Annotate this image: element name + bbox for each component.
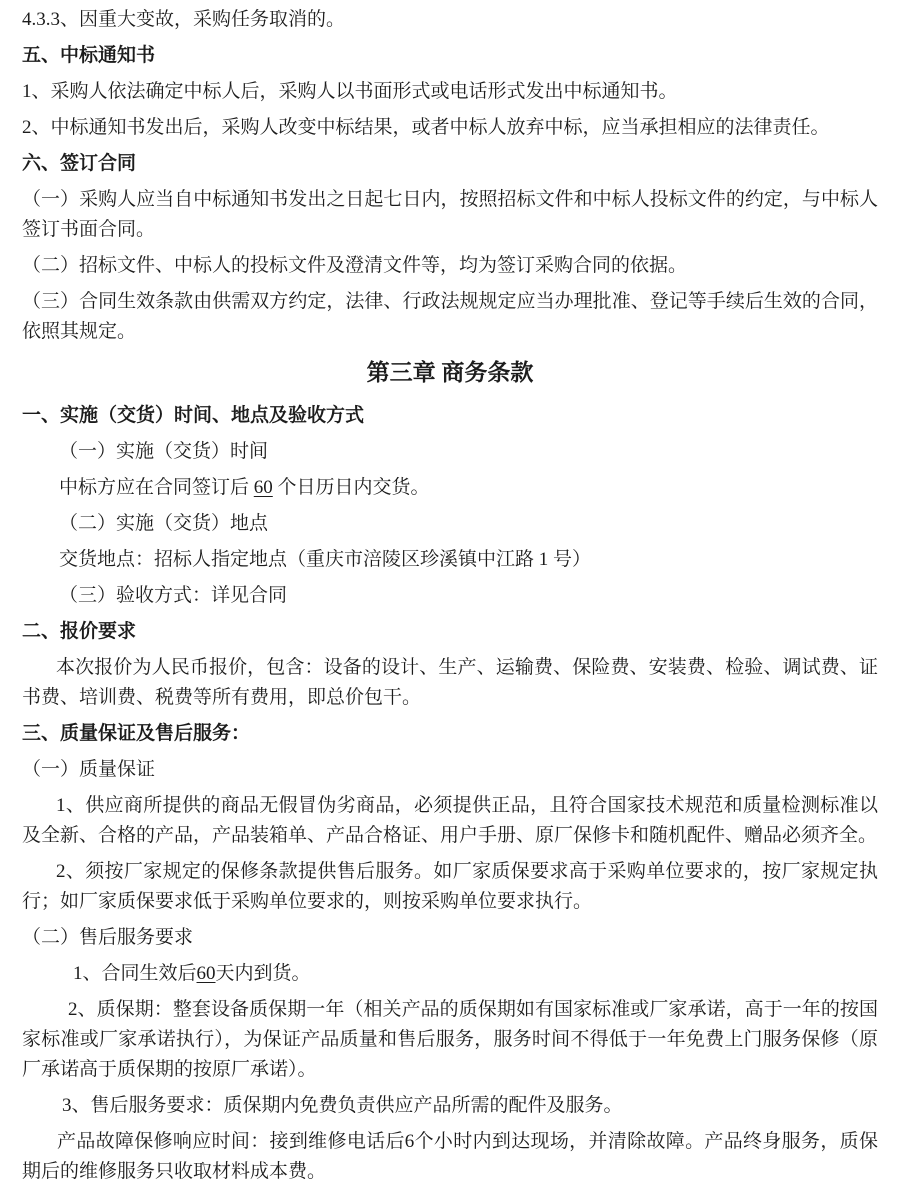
heading-quotation: 二、报价要求 (22, 621, 137, 642)
delivery-time-label: （一）实施（交货）时间 (59, 441, 269, 462)
heading-delivery: 一、实施（交货）时间、地点及验收方式 (22, 405, 365, 426)
aftersale-clause-2: 2、质保期：整套设备质保期一年（相关产品的质保期如有国家标准或厂家承诺，高于一年的按国家标准或厂家承诺执行），为保证产品质量和售后服务，服务时间不得低于一年免费上门服务保修（原厂承诺高于质保期的按原厂承诺）。 (22, 999, 878, 1080)
delivery-place-line: 交货地点：招标人指定地点（重庆市涪陵区珍溪镇中江路 1 号） (59, 549, 592, 570)
delivery-time-post: 个日历日内交货。 (272, 477, 430, 498)
quality-clause-1: 1、供应商所提供的商品无假冒伪劣商品，必须提供正品，且符合国家技术规范和质量检测标准以及全新、合格的产品，产品装箱单、产品合格证、用户手册、原厂保修卡和随机配件、赠品必须齐全。 (22, 795, 878, 846)
heading-win-notice: 五、中标通知书 (22, 45, 156, 66)
aftersale-1-post: 天内到货。 (215, 963, 311, 984)
clause-sign-contract-2: （二）招标文件、中标人的投标文件及澄清文件等，均为签订采购合同的依据。 (22, 255, 688, 276)
chapter-title: 第三章 商务条款 (366, 360, 534, 385)
clause-sign-contract-3: （三）合同生效条款由供需双方约定，法律、行政法规规定应当办理批准、登记等手续后生效的合同，依照其规定。 (22, 291, 878, 342)
quality-clause-2: 2、须按厂家规定的保修条款提供售后服务。如厂家质保要求高于采购单位要求的，按厂家规定执行；如厂家质保要求低于采购单位要求的，则按采购单位要求执行。 (22, 861, 878, 912)
aftersale-clause-3: 3、售后服务要求：质保期内免费负责供应产品所需的配件及服务。 (62, 1095, 623, 1116)
repair-response-clause: 产品故障保修响应时间：接到维修电话后6个小时内到达现场，并清除故障。产品终身服务，质保期后的维修服务只收取材料成本费。 (22, 1131, 878, 1182)
clause-4-3-3: 4.3.3、因重大变故，采购任务取消的。 (22, 9, 346, 30)
clause-win-notice-1: 1、采购人依法确定中标人后，采购人以书面形式或电话形式发出中标通知书。 (22, 81, 678, 102)
clause-sign-contract-1: （一）采购人应当自中标通知书发出之日起七日内，按照招标文件和中标人投标文件的约定，与中标人签订书面合同。 (22, 189, 878, 240)
clause-win-notice-2: 2、中标通知书发出后，采购人改变中标结果，或者中标人放弃中标，应当承担相应的法律责任。 (22, 117, 830, 138)
heading-quality-service: 三、质量保证及售后服务： (22, 723, 251, 744)
acceptance-method-line: （三）验收方式：详见合同 (59, 585, 288, 606)
delivery-time-line (22, 473, 878, 503)
arrival-days-value: 60 (196, 963, 216, 984)
quotation-body: 本次报价为人民币报价，包含：设备的设计、生产、运输费、保险费、安装费、检验、调试费、证书费、培训费、税费等所有费用，即总价包干。 (22, 657, 878, 708)
heading-sign-contract: 六、签订合同 (22, 153, 137, 174)
aftersale-1-pre: 1、合同生效后 (73, 963, 197, 984)
aftersale-requirements-label: （二）售后服务要求 (22, 927, 194, 948)
aftersale-clause-1 (22, 959, 878, 989)
delivery-time-pre: 中标方应在合同签订后 (59, 477, 254, 498)
quality-assurance-label: （一）质量保证 (22, 759, 156, 780)
delivery-days-value: 60 (253, 477, 273, 498)
delivery-place-label: （二）实施（交货）地点 (59, 513, 269, 534)
